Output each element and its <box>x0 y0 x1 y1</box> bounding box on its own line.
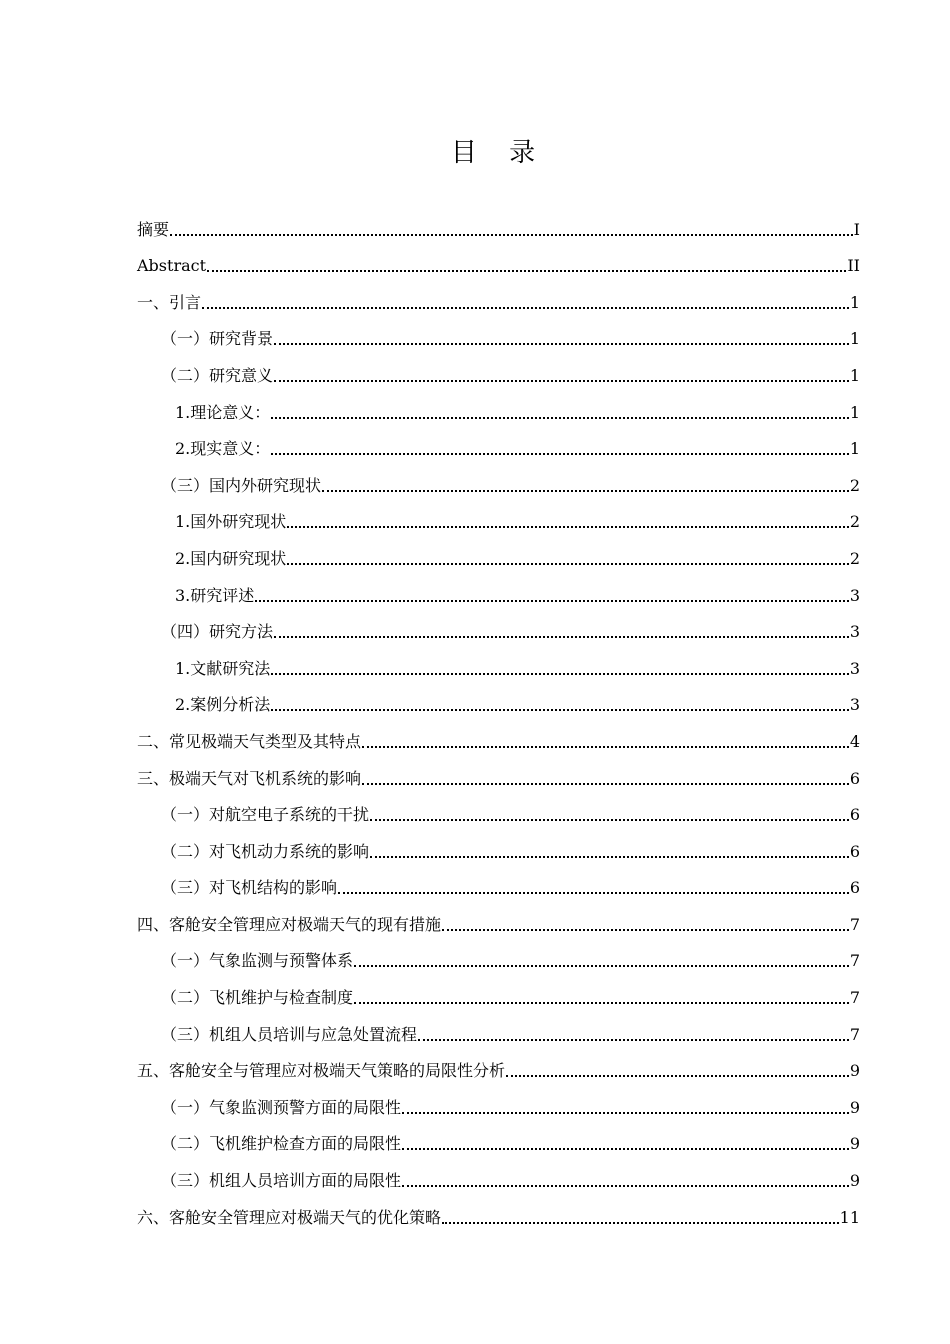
toc-entry-title: （三）机组人员培训方面的局限性 <box>161 1171 402 1191</box>
toc-entry-title: 2.案例分析法 <box>175 695 271 715</box>
toc-page-number: 9 <box>849 1134 860 1154</box>
toc-entry-title: 1.理论意义： <box>175 402 271 422</box>
toc-entry[interactable] <box>137 611 860 648</box>
toc-page-number: 1 <box>849 402 860 422</box>
toc-dot-leader <box>287 563 849 565</box>
toc-entry-title: （二）飞机维护与检查制度 <box>161 988 354 1008</box>
toc-entry-title: （三）对飞机结构的影响 <box>161 878 338 898</box>
toc-page-number: 1 <box>849 439 860 459</box>
toc-dot-leader <box>287 526 849 528</box>
toc-entry-title: （三）机组人员培训与应急处置流程 <box>161 1024 418 1044</box>
toc-title: 目 录 <box>450 138 548 168</box>
toc-entry[interactable] <box>137 208 860 245</box>
toc-page-number: 7 <box>849 1024 860 1044</box>
toc-entry[interactable] <box>137 318 860 355</box>
toc-entry[interactable] <box>137 757 860 794</box>
toc-dot-leader <box>271 709 849 711</box>
toc-entry-title: （一）气象监测预警方面的局限性 <box>161 1097 402 1117</box>
toc-dot-leader <box>271 673 849 675</box>
toc-page-number: 6 <box>849 768 860 788</box>
toc-entry-title: 2.现实意义： <box>175 439 271 459</box>
toc-page-number: II <box>847 256 860 276</box>
toc-dot-leader <box>271 417 849 419</box>
toc-entry[interactable] <box>137 1086 860 1123</box>
toc-dot-leader <box>271 453 849 455</box>
toc-entry[interactable] <box>137 1050 860 1087</box>
toc-entry[interactable] <box>137 1159 860 1196</box>
toc-entry[interactable] <box>137 574 860 611</box>
toc-entry-title: （二）飞机维护检查方面的局限性 <box>161 1134 402 1154</box>
toc-entry-title: （一）对航空电子系统的干扰 <box>161 805 370 825</box>
toc-entry[interactable] <box>137 867 860 904</box>
table-of-contents <box>137 208 860 1233</box>
toc-entry-title: 2.国内研究现状 <box>175 548 287 568</box>
toc-dot-leader <box>274 380 849 382</box>
toc-entry[interactable] <box>137 391 860 428</box>
toc-page-number: 1 <box>849 329 860 349</box>
toc-entry[interactable] <box>137 428 860 465</box>
toc-page-number: 7 <box>849 951 860 971</box>
toc-entry-title: 四、客舱安全管理应对极端天气的现有措施 <box>137 914 442 934</box>
toc-entry-title: Abstract <box>137 256 207 276</box>
toc-page-number: 7 <box>849 988 860 1008</box>
toc-entry-title: （三）国内外研究现状 <box>161 475 322 495</box>
toc-page-number: 1 <box>849 365 860 385</box>
toc-entry-title: 3.研究评述 <box>175 585 255 605</box>
toc-entry[interactable] <box>137 903 860 940</box>
toc-entry-title: 1.文献研究法 <box>175 658 271 678</box>
toc-page-number: 6 <box>849 841 860 861</box>
toc-entry-title: 三、极端天气对飞机系统的影响 <box>137 768 362 788</box>
toc-dot-leader <box>402 1185 849 1187</box>
toc-page-number: 11 <box>839 1207 860 1227</box>
toc-dot-leader <box>338 892 849 894</box>
toc-entry-title: （一）研究背景 <box>161 329 274 349</box>
toc-dot-leader <box>442 929 849 931</box>
toc-entry[interactable] <box>137 647 860 684</box>
toc-entry[interactable] <box>137 501 860 538</box>
toc-entry-title: 摘要 <box>137 219 170 239</box>
toc-entry[interactable] <box>137 830 860 867</box>
toc-dot-leader <box>362 746 849 748</box>
toc-page-number: 3 <box>849 585 860 605</box>
toc-entry[interactable] <box>137 794 860 831</box>
toc-dot-leader <box>402 1112 849 1114</box>
toc-entry[interactable] <box>137 354 860 391</box>
toc-page-number: 6 <box>849 878 860 898</box>
toc-entry[interactable] <box>137 464 860 501</box>
toc-entry[interactable] <box>137 281 860 318</box>
toc-page-number: 9 <box>849 1061 860 1081</box>
toc-dot-leader <box>354 1002 849 1004</box>
toc-entry[interactable] <box>137 1123 860 1160</box>
toc-entry[interactable] <box>137 1013 860 1050</box>
toc-page-number: 3 <box>849 658 860 678</box>
toc-page-number: 7 <box>849 914 860 934</box>
toc-dot-leader <box>202 307 849 309</box>
toc-dot-leader <box>274 636 849 638</box>
toc-entry-title: 1.国外研究现状 <box>175 512 287 532</box>
toc-dot-leader <box>418 1039 849 1041</box>
toc-entry-title: 二、常见极端天气类型及其特点 <box>137 731 362 751</box>
toc-entry-title: （四）研究方法 <box>161 622 274 642</box>
toc-entry-title: （二）研究意义 <box>161 365 274 385</box>
toc-page-number: 2 <box>849 512 860 532</box>
toc-entry[interactable] <box>137 245 860 282</box>
toc-dot-leader <box>506 1075 849 1077</box>
toc-dot-leader <box>354 965 849 967</box>
toc-entry-title: （一）气象监测与预警体系 <box>161 951 354 971</box>
toc-dot-leader <box>255 600 849 602</box>
toc-entry[interactable] <box>137 976 860 1013</box>
toc-page-number: I <box>853 219 860 239</box>
toc-dot-leader <box>170 234 853 236</box>
toc-dot-leader <box>370 819 849 821</box>
toc-page-number: 2 <box>849 548 860 568</box>
toc-entry[interactable] <box>137 537 860 574</box>
toc-dot-leader <box>402 1148 849 1150</box>
toc-entry[interactable] <box>137 1196 860 1233</box>
toc-page-number: 3 <box>849 695 860 715</box>
toc-entry[interactable] <box>137 720 860 757</box>
toc-page-number: 1 <box>849 292 860 312</box>
toc-page-number: 9 <box>849 1097 860 1117</box>
toc-entry-title: 一、引言 <box>137 292 202 312</box>
toc-page-number: 3 <box>849 622 860 642</box>
toc-page-number: 2 <box>849 475 860 495</box>
toc-page-number: 9 <box>849 1171 860 1191</box>
toc-dot-leader <box>442 1222 839 1224</box>
toc-entry-title: 五、客舱安全与管理应对极端天气策略的局限性分析 <box>137 1061 506 1081</box>
toc-entry-title: 六、客舱安全管理应对极端天气的优化策略 <box>137 1207 442 1227</box>
toc-dot-leader <box>207 270 846 272</box>
toc-dot-leader <box>274 343 849 345</box>
toc-entry[interactable] <box>137 940 860 977</box>
toc-page-number: 6 <box>849 805 860 825</box>
toc-dot-leader <box>370 856 849 858</box>
toc-entry[interactable] <box>137 684 860 721</box>
toc-entry-title: （二）对飞机动力系统的影响 <box>161 841 370 861</box>
toc-dot-leader <box>362 783 849 785</box>
toc-dot-leader <box>322 490 849 492</box>
toc-page-number: 4 <box>849 731 860 751</box>
